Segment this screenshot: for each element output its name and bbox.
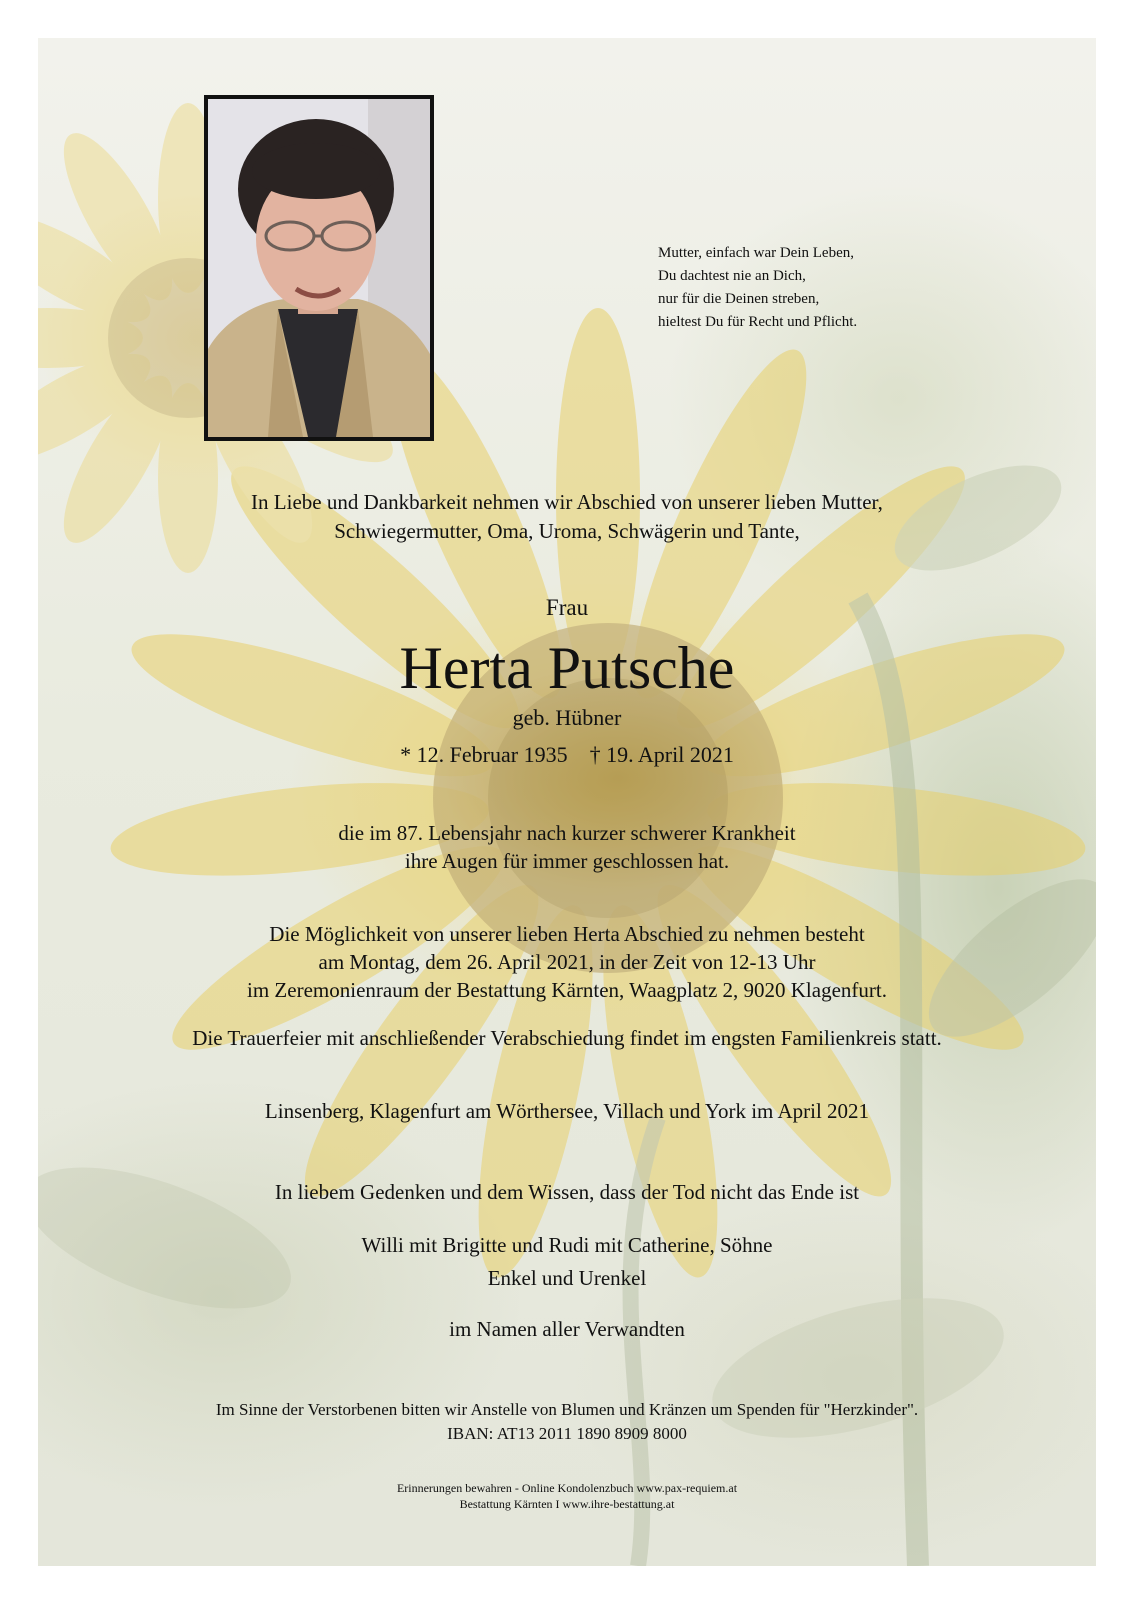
death-date: † 19. April 2021	[589, 742, 734, 767]
maiden-name: geb. Hübner	[512, 705, 622, 730]
place-date-text: Linsenberg, Klagenfurt am Wörthersee, Villach und York im April 2021	[264, 1099, 870, 1123]
farewell-text	[38, 920, 1096, 1004]
family-line: Willi mit Brigitte und Rudi mit Catherine, Söhne	[361, 1233, 773, 1257]
poem-line: hieltest Du für Recht und Pflicht.	[658, 314, 858, 330]
farewell-line: im Zeremonienraum der Bestattung Kärnten, Waagplatz 2, 9020 Klagenfurt.	[247, 978, 887, 1002]
donation-text	[38, 1398, 1096, 1446]
life-dates	[38, 740, 1096, 770]
poem	[658, 242, 958, 334]
iban-line: IBAN: AT13 2011 1890 8909 8000	[447, 1424, 687, 1443]
obituary-card	[38, 38, 1096, 1566]
intro-line: In Liebe und Dankbarkeit nehmen wir Abschied von unserer lieben Mutter,	[251, 490, 883, 514]
salutation: Frau	[545, 595, 589, 620]
poem-line: Mutter, einfach war Dein Leben,	[658, 245, 854, 261]
portrait-photo-icon	[208, 99, 430, 437]
intro-line: Schwiegermutter, Oma, Uroma, Schwägerin und Tante,	[334, 519, 800, 543]
intro-text	[38, 488, 1096, 546]
footer	[38, 1480, 1096, 1512]
donation-line: Im Sinne der Verstorbenen bitten wir Anstelle von Blumen und Kränzen um Spenden für "Herzkinder".	[215, 1400, 919, 1419]
deceased-name: Herta Putsche	[399, 635, 735, 701]
family-line: Enkel und Urenkel	[487, 1266, 647, 1290]
farewell-line: am Montag, dem 26. April 2021, in der Zeit von 12-13 Uhr	[318, 950, 816, 974]
footer-line: Erinnerungen bewahren - Online Kondolenzbuch www.pax-requiem.at	[396, 1481, 738, 1495]
remembrance-text: In liebem Gedenken und dem Wissen, dass der Tod nicht das Ende ist	[274, 1180, 860, 1204]
passing-line: die im 87. Lebensjahr nach kurzer schwerer Krankheit	[338, 821, 796, 845]
portrait-photo	[204, 95, 434, 441]
behalf-text: im Namen aller Verwandten	[449, 1317, 685, 1341]
poem-line: nur für die Deinen streben,	[658, 291, 820, 307]
passing-text	[38, 819, 1096, 875]
ceremony-text: Die Trauerfeier mit anschließender Verabschiedung findet im engsten Familienkreis statt.	[192, 1026, 942, 1050]
poem-line: Du dachtest nie an Dich,	[658, 268, 806, 284]
farewell-line: Die Möglichkeit von unserer lieben Herta Abschied zu nehmen besteht	[269, 922, 865, 946]
passing-line: ihre Augen für immer geschlossen hat.	[404, 849, 730, 873]
family-names	[38, 1229, 1096, 1295]
birth-date: * 12. Februar 1935	[400, 742, 568, 767]
footer-line: Bestattung Kärnten I www.ihre-bestattung.at	[459, 1497, 675, 1511]
